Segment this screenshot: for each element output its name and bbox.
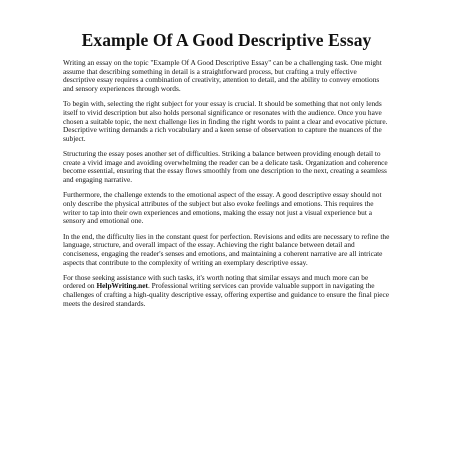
paragraph-intro: Writing an essay on the topic "Example Of A Good Descriptive Essay" can be a challenging task. One might assume that describing something in detail is a straightforward process, but crafting a truly effective descriptive essay requires a combination of creativity, attention to detail, and the ability to convey emotions and sensory experiences through words. (63, 58, 382, 93)
paragraph-structure: Structuring the essay poses another set of difficulties. Striking a balance between providing enough detail to create a vivid image and avoiding overwhelming the reader can be a delicate task. Organization and coherence become essential, ensuring that the essay flows smoothly from one description to the next, creating a seamless and engaging narrative. (63, 149, 388, 185)
assistance-text-after: . Professional writing services can provide valuable support in navigating the challenges of crafting a high-quality descriptive essay, offering expertise and guidance to ensure the final piece meets the desired standards. (63, 281, 390, 308)
paragraph-perfection: In the end, the difficulty lies in the constant quest for perfection. Revisions and edits are necessary to refine the language, structure, and overall impact of the essay. Achieving the right balance between detail and conciseness, engaging the reader's senses and emotions, and maintaining a coherent narrative are all intricate aspects that contribute to the complexity of writing an exemplary descriptive essay. (63, 231, 390, 267)
helpwriting-link[interactable]: HelpWriting.net (96, 281, 148, 291)
paragraph-emotion: Furthermore, the challenge extends to the emotional aspect of the essay. A good descriptive essay should not only describe the physical attributes of the subject but also evoke feelings and emotions. This requires the writer to tap into their own experiences and emotions, making the essay not just a visual experience but a sensory and emotional one. (63, 190, 382, 226)
paragraph-subject: To begin with, selecting the right subject for your essay is crucial. It should be something that not only lends itself to vivid description but also holds personal significance or resonates with the audience. Once you have chosen a suitable topic, the next challenge lies in finding the right words to paint a clear and evocative picture. Descriptive writing demands a rich vocabulary and a keen sense of observation to capture the nuances of the subject. (63, 99, 388, 143)
assistance-text-before: For those seeking assistance with such tasks, it's worth noting that similar essays and much more can be ordered on (63, 272, 369, 291)
essay-title: Example Of A Good Descriptive Essay (81, 30, 372, 50)
paragraph-assistance (63, 274, 390, 309)
